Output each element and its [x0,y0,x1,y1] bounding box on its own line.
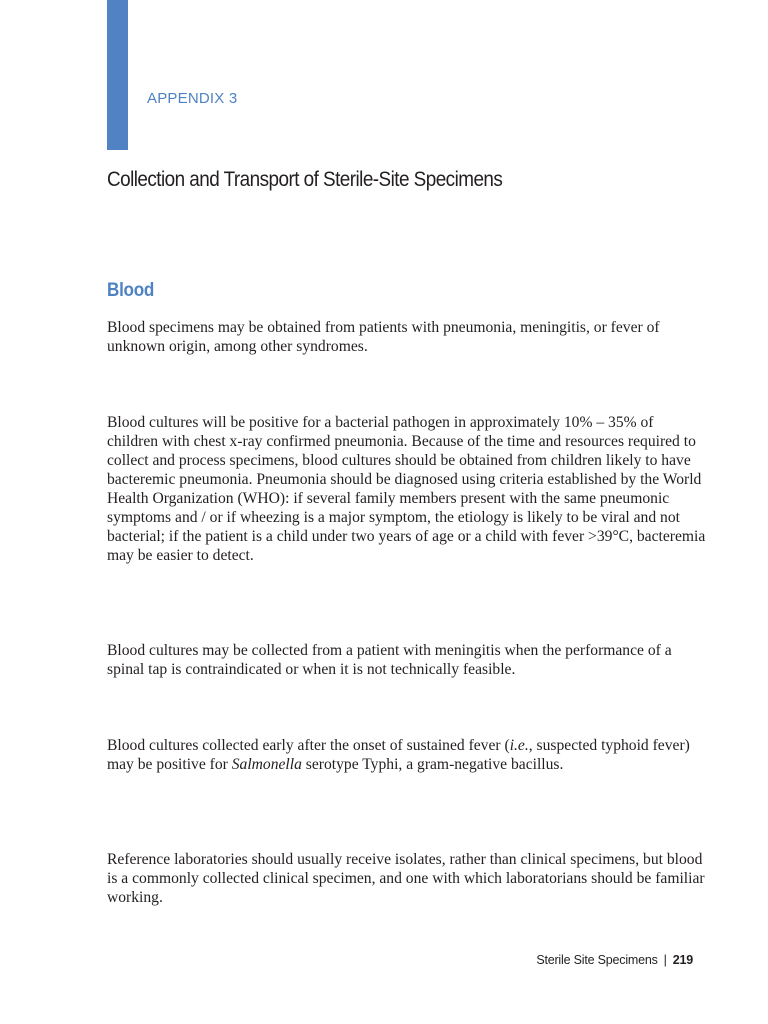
page-footer [536,953,693,967]
paragraph-4-text: , suspected typhoid fever) may be positive for [107,737,690,773]
running-title: Sterile Site Specimens [536,953,658,967]
paragraph-1: Blood specimens may be obtained from patients with pneumonia, meningitis, or fever of unknown origin, among other syndromes. [107,319,660,355]
paragraph-3: Blood cultures may be collected from a patient with meningitis when the performance of a spinal tap is contraindicated or when it is not technically feasible. [107,642,672,678]
paragraph-5: Reference laboratories should usually receive isolates, rather than clinical specimens, but blood is a commonly collected clinical specimen, and one with which laboratorians should be familiar working. [107,851,705,906]
paragraph-4-text: Blood cultures collected early after the onset of sustained fever ( [107,737,510,754]
paragraph-2: Blood cultures will be positive for a bacterial pathogen in approximately 10% – 35% of children with chest x-ray confirmed pneumonia. Because of the time and resources required to collect and process specimens, blood cultures should be obtained from children likely to have bacteremic pneumonia. Pneumonia should be diagnosed using criteria established by the World Health Organization (WHO): if several family members present with the same pneumonic symptoms and / or if wheezing is a major symptom, the etiology is likely to be viral and not bacterial; if the patient is a child under two years of age or a child with fever >39°C, bacteremia may be easier to detect. [107,414,706,564]
footer-separator: | [663,953,667,967]
paragraph-4 [107,736,707,774]
salmonella-term: Salmonella [231,756,302,773]
paragraph-4-text: serotype Typhi, a gram-negative bacillus. [301,756,564,773]
page-number: 219 [672,953,693,967]
chapter-title: Collection and Transport of Sterile-Site Specimens [107,168,503,191]
section-heading-blood: Blood [107,280,155,301]
appendix-accent-bar [107,0,128,150]
ie-abbreviation: i.e. [509,737,529,754]
appendix-label: APPENDIX 3 [147,90,238,107]
